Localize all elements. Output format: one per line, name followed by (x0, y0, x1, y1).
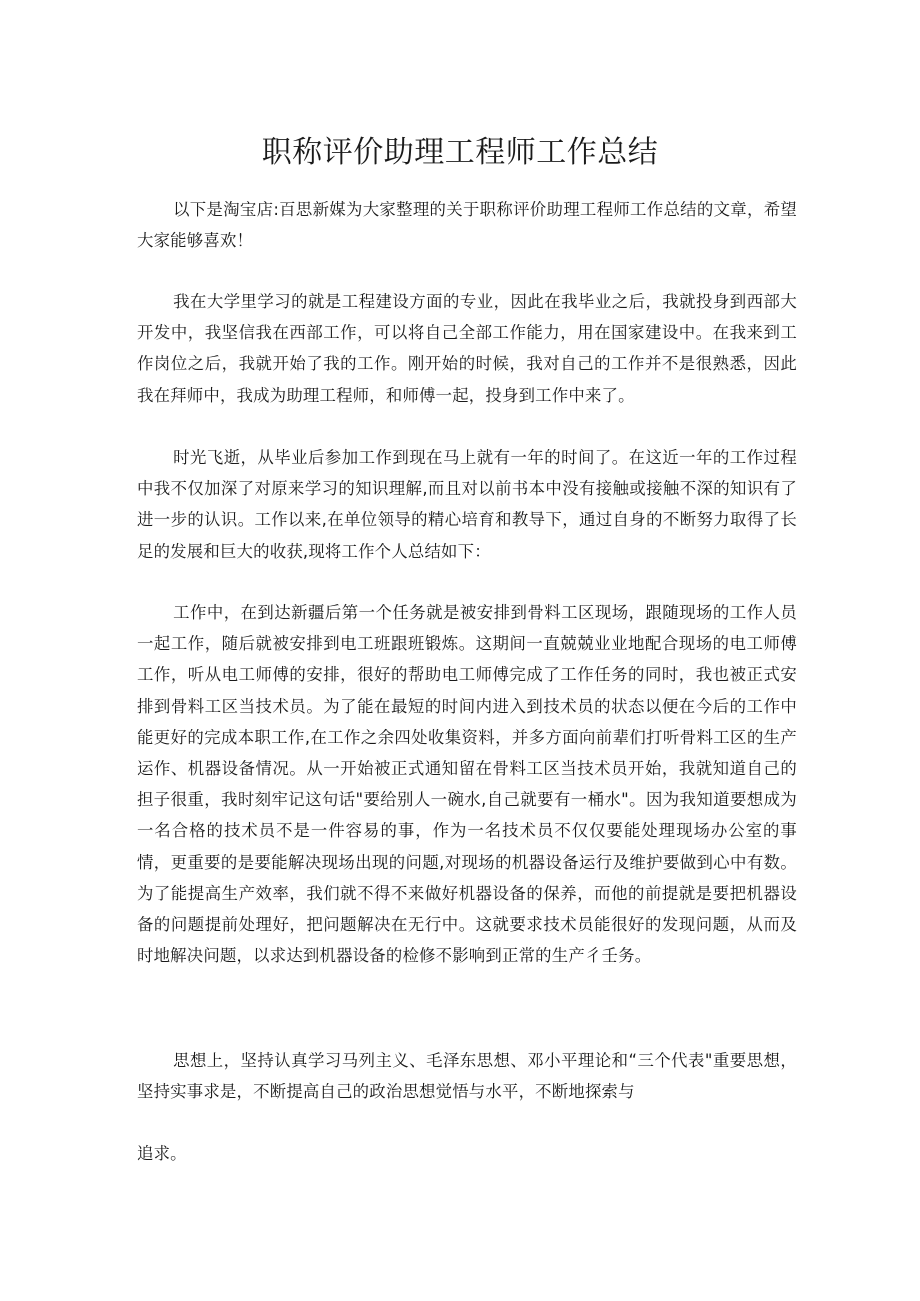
paragraph-block-2 (137, 442, 797, 567)
intro-paragraph-block (137, 194, 797, 256)
body-paragraph: 我在大学里学习的就是工程建设方面的专业，因此在我毕业之后，我就投身到西部大开发中，我坚信我在西部工作，可以将自己全部工作能力，用在国家建设中。在我来到工作岗位之后，我就开始了我的工作。刚开始的时候，我对自己的工作并不是很熟悉，因此我在拜师中，我成为助理工程师，和师傅一起，投身到工作中来了。 (137, 292, 797, 405)
paragraph-block-5 (137, 1138, 797, 1169)
body-paragraph: 时光飞逝，从毕业后参加工作到现在马上就有一年的时间了。在这近一年的工作过程中我不仅加深了对原来学习的知识理解,而且对以前书本中没有接触或接触不深的知识有了进一步的认识。工作以来,在单位领导的精心培育和教导下，通过自身的不断努力取得了长足的发展和巨大的收获,现将工作个人总结如下： (137, 448, 797, 561)
intro-paragraph: 以下是淘宝店:百思新媒为大家整理的关于职称评价助理工程师工作总结的文章，希望大家能够喜欢！ (137, 200, 797, 251)
body-paragraph: 思想上，坚持认真学习马列主义、毛泽东思想、邓小平理论和“三个代表"重要思想，坚持实事求是，不断提高自己的政治思想觉悟与水平，不断地探索与 (137, 1051, 797, 1102)
paragraph-block-4 (137, 1045, 797, 1107)
body-paragraph-continuation: 追求。 (137, 1144, 187, 1163)
paragraph-block-1 (137, 286, 797, 411)
document-title: 职称评价助理工程师工作总结 (261, 135, 659, 170)
paragraph-block-3 (137, 597, 797, 971)
body-paragraph: 工作中，在到达新疆后第一个任务就是被安排到骨料工区现场，跟随现场的工作人员一起工作，随后就被安排到电工班跟班锻炼。这期间一直兢兢业业地配合现场的电工师傅工作，听从电工师傅的安排，很好的帮助电工师傅完成了工作任务的同时，我也被正式安排到骨料工区当技术员。为了能在最短的时间内进入到技术员的状态以便在今后的工作中能更好的完成本职工作,在工作之余四处收集资料，并多方面向前辈们打听骨料工区的生产运作、机器设备情况。从一开始被正式通知留在骨料工区当技术员开始，我就知道自己的担子很重，我时刻牢记这句话"要给别人一碗水,自己就要有一桶水"。因为我知道要想成为一名合格的技术员不是一件容易的事，作为一名技术员不仅仅要能处理现场办公室的事情，更重要的是要能解决现场出现的问题,对现场的机器设备运行及维护要做到心中有数。为了能提高生产效率，我们就不得不来做好机器设备的保养，而他的前提就是要把机器设备的问题提前处理好，把问题解决在无行中。这就要求技术员能很好的发现问题，从而及时地解决问题，以求达到机器设备的检修不影响到正常的生产彳壬务。 (137, 603, 797, 966)
